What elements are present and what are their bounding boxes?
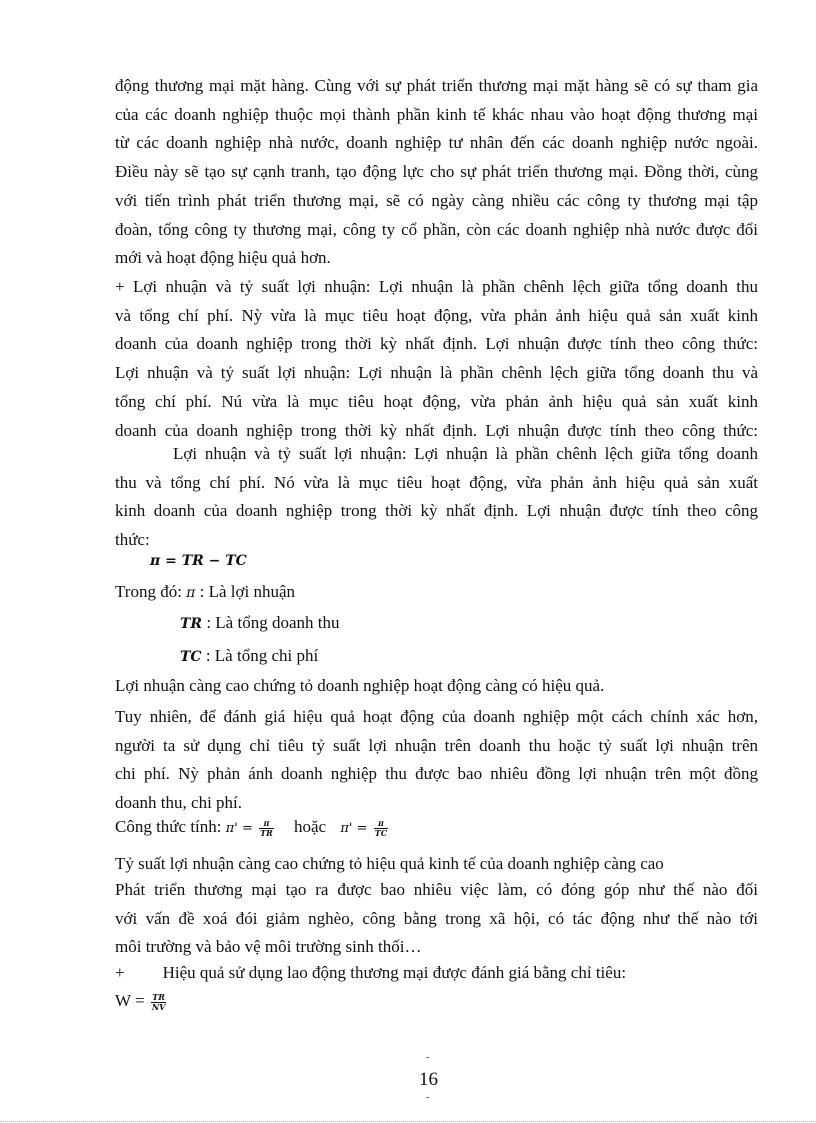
formula-or: hoặc xyxy=(294,817,327,836)
legend-tc-desc: : Là tổng chi phí xyxy=(201,646,319,665)
legend-tr xyxy=(180,612,339,635)
tc-symbol: TC xyxy=(180,649,202,665)
fraction-denominator: TC xyxy=(374,827,388,838)
ratio-formula-line xyxy=(115,814,390,842)
text-line: mới và hoạt động hiệu quả hơn. xyxy=(115,248,331,268)
paragraph-social-impact xyxy=(115,876,758,962)
fraction-denominator: NV xyxy=(151,1001,166,1012)
page-bottom-border xyxy=(0,1121,816,1122)
text-line: môi trường và bảo vệ môi trường sinh thối… xyxy=(115,937,422,957)
fraction-numerator: TR xyxy=(152,991,165,1002)
text-line: Phát triển thương mại tạo ra được bao nhiêu việc làm, có đóng góp như thế nào đối xyxy=(115,880,758,899)
text-line: từ các doanh nghiệp nhà nước, doanh nghiệp tư nhân đến các doanh nghiệp nước ngoài. xyxy=(115,133,758,153)
paragraph-trade-development xyxy=(115,72,758,273)
paragraph-profit-repeat xyxy=(115,440,758,555)
text-line: + Lợi nhuận và tỷ suất lợi nhuận: Lợi nhuận là phần chênh lệch giữa tổng doanh thu xyxy=(115,277,758,296)
fraction-numerator: π xyxy=(374,819,388,829)
text-line: tổng chí phí. Nú vừa là mục tiêu hoạt động, vừa phản ảnh hiệu quả sản xuất kinh xyxy=(115,391,758,411)
text-line: doanh thu, chi phí. xyxy=(115,793,243,813)
labor-formula xyxy=(115,988,168,1014)
legend-intro: Trong đó: xyxy=(115,582,187,601)
paragraph-profit-definition xyxy=(115,273,758,445)
legend-pi-desc: : Là lợi nhuận xyxy=(195,582,296,601)
text-line: của các doanh nghiệp thuộc mọi thành phần kinh tế khác nhau vào hoạt động thương mại xyxy=(115,104,758,124)
text-line: và tổng chí phí. Nỳ vừa là mục tiêu hoạt động, vừa phản ảnh hiệu quả sản xuất kinh xyxy=(115,305,758,325)
text-line: doanh của doanh nghiệp trong thời kỳ nhất định. Lợi nhuận được tính theo công thức: xyxy=(115,334,758,354)
legend-tc xyxy=(180,645,318,668)
footer-dash-bottom: - xyxy=(426,1092,430,1103)
text-line: thu và tổng chí phí. Nó vừa là mục tiêu hoạt động, vừa phản ảnh hiệu quả sản xuất xyxy=(115,472,758,492)
formula-label: Công thức tính: xyxy=(115,817,226,836)
w-fraction xyxy=(151,993,167,1012)
sentence-profit-higher: Lợi nhuận càng cao chứng tỏ doanh nghiệp hoạt động càng có hiệu quả. xyxy=(115,676,605,695)
ratio-lhs-1: π' = xyxy=(225,821,253,836)
text-line: doanh của doanh nghiệp trong thời kỳ nhất định. Lợi nhuận được tính theo công thức: xyxy=(115,420,758,440)
text-line: Tuy nhiên, để đánh giá hiệu quả hoạt động của doanh nghiệp một cách chính xác hơn, xyxy=(115,707,758,726)
pi-symbol: π xyxy=(186,585,196,601)
text-line: người ta sử dụng chỉ tiêu tỷ suất lợi nhuận trên doanh thu hoặc tỷ suất lợi nhuận trên xyxy=(115,735,758,755)
ratio-fraction-cost xyxy=(374,819,388,838)
ratio-lhs-2: π' = xyxy=(340,821,368,836)
text-line: chi phí. Nỳ phản ánh doanh nghiệp thu được bao nhiêu đồng lợi nhuận trên một đồng xyxy=(115,764,758,784)
text-line: thức: xyxy=(115,530,150,550)
text-line: Lợi nhuận và tỷ suất lợi nhuận: Lợi nhuận là phần chênh lệch giữa tổng doanh xyxy=(173,444,758,463)
text-line: động thương mại mặt hàng. Cùng với sự phát triển thương mại mặt hàng sẽ có sự tham gia xyxy=(115,76,758,95)
profit-formula: π = TR − TC xyxy=(150,553,247,569)
fraction-numerator: π xyxy=(259,819,274,829)
text-line: Lợi nhuận và tỷ suất lợi nhuận: Lợi nhuận là phần chênh lệch giữa tổng doanh thu và xyxy=(115,363,758,383)
text-line: Điều này sẽ tạo sự cạnh tranh, tạo động lực cho sự phát triển thương mại. Đồng thời, cùng xyxy=(115,162,758,182)
paragraph-profit-ratio xyxy=(115,703,758,818)
fraction-denominator: TR xyxy=(260,827,273,838)
w-lhs: W = xyxy=(115,991,145,1010)
legend-tr-desc: : Là tổng doanh thu xyxy=(202,613,340,632)
labor-efficiency-line xyxy=(115,962,626,984)
text-line: kinh doanh của doanh nghiệp trong thời kỳ nhất định. Lợi nhuận được tính theo công xyxy=(115,501,758,521)
legend-pi xyxy=(115,581,295,604)
labor-text: Hiệu quả sử dụng lao động thương mại được đánh giá bằng chỉ tiêu: xyxy=(162,963,627,982)
bullet-plus: + xyxy=(115,963,125,982)
text-line: đoàn, tổng công ty thương mại, công ty cổ phần, còn các doanh nghiệp nhà nước được đổi xyxy=(115,219,758,239)
page-number: 16 xyxy=(419,1069,438,1090)
footer-dash-top: - xyxy=(426,1052,430,1063)
text-line: với tiến trình phát triển thương mại, sẽ có ngày càng nhiều các công ty thương mại tập xyxy=(115,190,758,210)
ratio-fraction-revenue xyxy=(259,819,274,838)
sentence-ratio: Tỷ suất lợi nhuận càng cao chứng tỏ hiệu quả kinh tế của doanh nghiệp càng cao xyxy=(115,854,664,873)
text-line: với vấn đề xoá đói giảm nghèo, công bằng trong xã hội, có tác động như thế nào tới xyxy=(115,908,758,928)
tr-symbol: TR xyxy=(180,616,203,632)
